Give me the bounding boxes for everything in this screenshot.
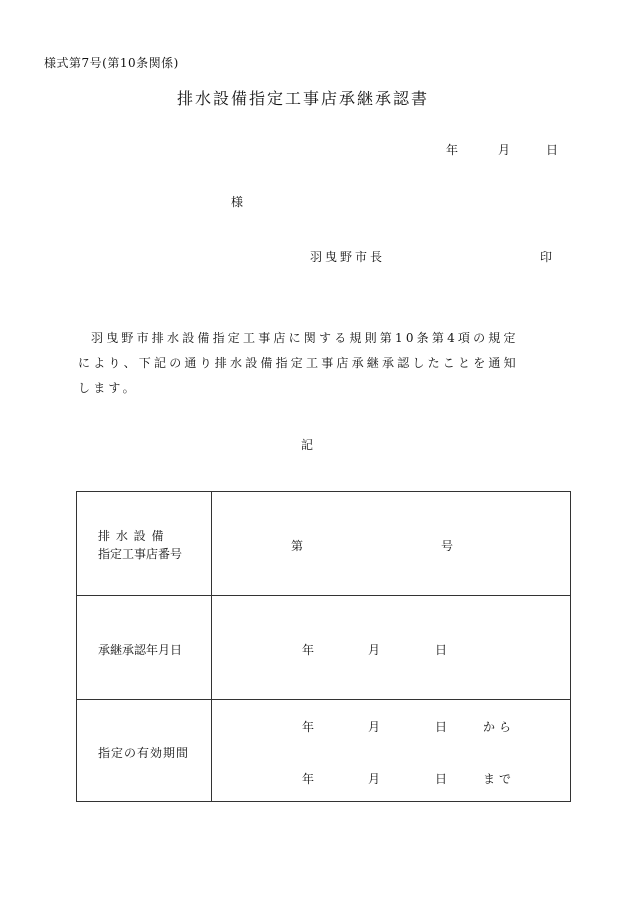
form-number: 様式第7号(第10条関係) [44, 56, 179, 70]
row-divider [77, 595, 570, 596]
row3-end-suffix: まで [483, 772, 516, 786]
issuer-name: 羽曳野市長 [310, 250, 386, 264]
body-line-3: します。 [78, 381, 138, 395]
row-divider [77, 699, 570, 700]
row1-number-prefix: 第 [291, 539, 304, 553]
row3-start-year: 年 [302, 720, 315, 734]
row3-label: 指定の有効期間 [98, 746, 190, 760]
document-title: 排水設備指定工事店承継承認書 [177, 89, 430, 108]
addressee-honorific: 様 [231, 195, 244, 209]
date-year-label: 年 [446, 143, 459, 157]
row2-year: 年 [302, 643, 315, 657]
row1-number-suffix: 号 [441, 539, 454, 553]
row3-start-suffix: から [483, 720, 516, 734]
row2-label: 承継承認年月日 [98, 643, 183, 657]
column-divider [211, 492, 212, 801]
row1-label-line1: 排 水 設 備 [98, 529, 165, 543]
row3-end-month: 月 [368, 772, 381, 786]
row3-start-month: 月 [368, 720, 381, 734]
body-line-2: により、下記の通り排水設備指定工事店承継承認したことを通知 [78, 356, 519, 370]
note-heading: 記 [301, 438, 314, 452]
body-line-1: 羽曳野市排水設備指定工事店に関する規則第10条第4項の規定 [91, 331, 519, 345]
row3-end-day: 日 [435, 772, 448, 786]
seal-label: 印 [540, 250, 553, 264]
date-month-label: 月 [498, 143, 511, 157]
row3-end-year: 年 [302, 772, 315, 786]
row1-label-line2: 指定工事店番号 [98, 547, 183, 561]
notification-body [78, 326, 556, 401]
row3-start-day: 日 [435, 720, 448, 734]
row2-month: 月 [368, 643, 381, 657]
row2-day: 日 [435, 643, 448, 657]
details-table [76, 491, 571, 802]
date-day-label: 日 [546, 143, 559, 157]
